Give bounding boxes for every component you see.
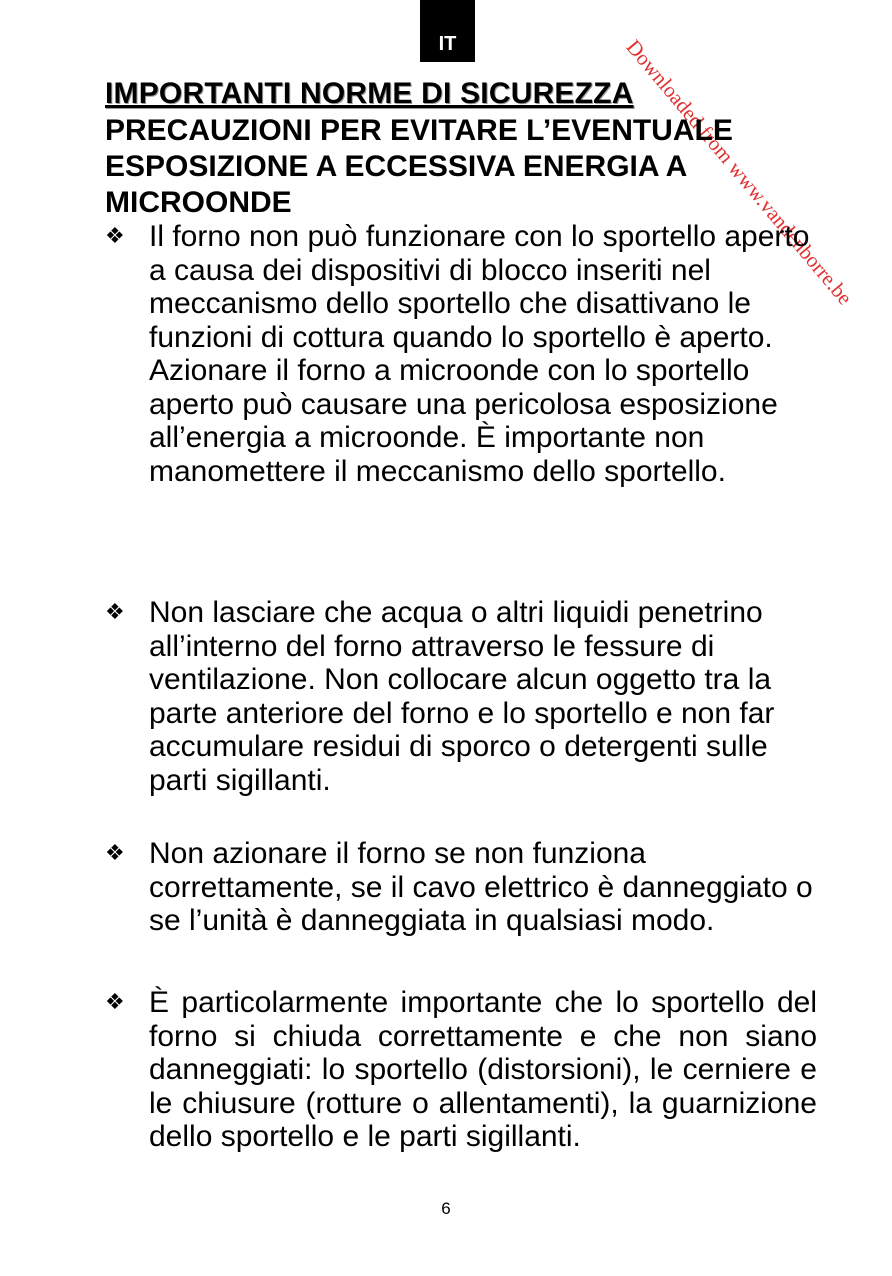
bullet-text: Il forno non può funzionare con lo sportello aperto a causa dei dispositivi di blocco inseriti nel meccanismo dello sportello che disattivano le funzioni di cottura quando lo sportello è aperto. Azionare il forno a microonde con lo sportello aperto può causare una pericolosa esposizione all’energia a microonde. È importante non manomettere il meccanismo dello sportello. <box>149 220 810 488</box>
section-subtitle: PRECAUZIONI PER EVITARE L’EVENTUALE ESPOSIZIONE A ECCESSIVA ENERGIA A MICROONDE <box>105 114 733 219</box>
page-title: IMPORTANTI NORME DI SICUREZZA <box>105 77 634 110</box>
bullet-text: È particolarmente importante che lo sportello del forno si chiuda correttamente e che non siano danneggiati: lo sportello (distorsioni), le cerniere e le chiusure (rotture o allentamenti), la guarnizione dello sportello e le parti sigillanti. <box>149 986 817 1153</box>
language-tab: IT <box>420 0 475 62</box>
bullet-text: Non azionare il forno se non funziona correttamente, se il cavo elettrico è danneggiato o se l’unità è danneggiata in qualsiasi modo. <box>149 837 813 937</box>
page-number: 6 <box>441 1199 451 1218</box>
diamond-bullet-icon: ❖ <box>105 841 125 866</box>
bullet-text: Non lasciare che acqua o altri liquidi penetrino all’interno del forno attraverso le fessure di ventilazione. Non collocare alcun oggetto tra la parte anteriore del forno e lo sportello e non far accumulare residui di sporco o detergenti sulle parti sigillanti. <box>149 596 775 797</box>
diamond-bullet-icon: ❖ <box>105 600 125 625</box>
download-watermark: Downloaded from www.vandenborre.be <box>621 34 858 310</box>
diamond-bullet-icon: ❖ <box>105 224 125 249</box>
diamond-bullet-icon: ❖ <box>105 990 125 1015</box>
